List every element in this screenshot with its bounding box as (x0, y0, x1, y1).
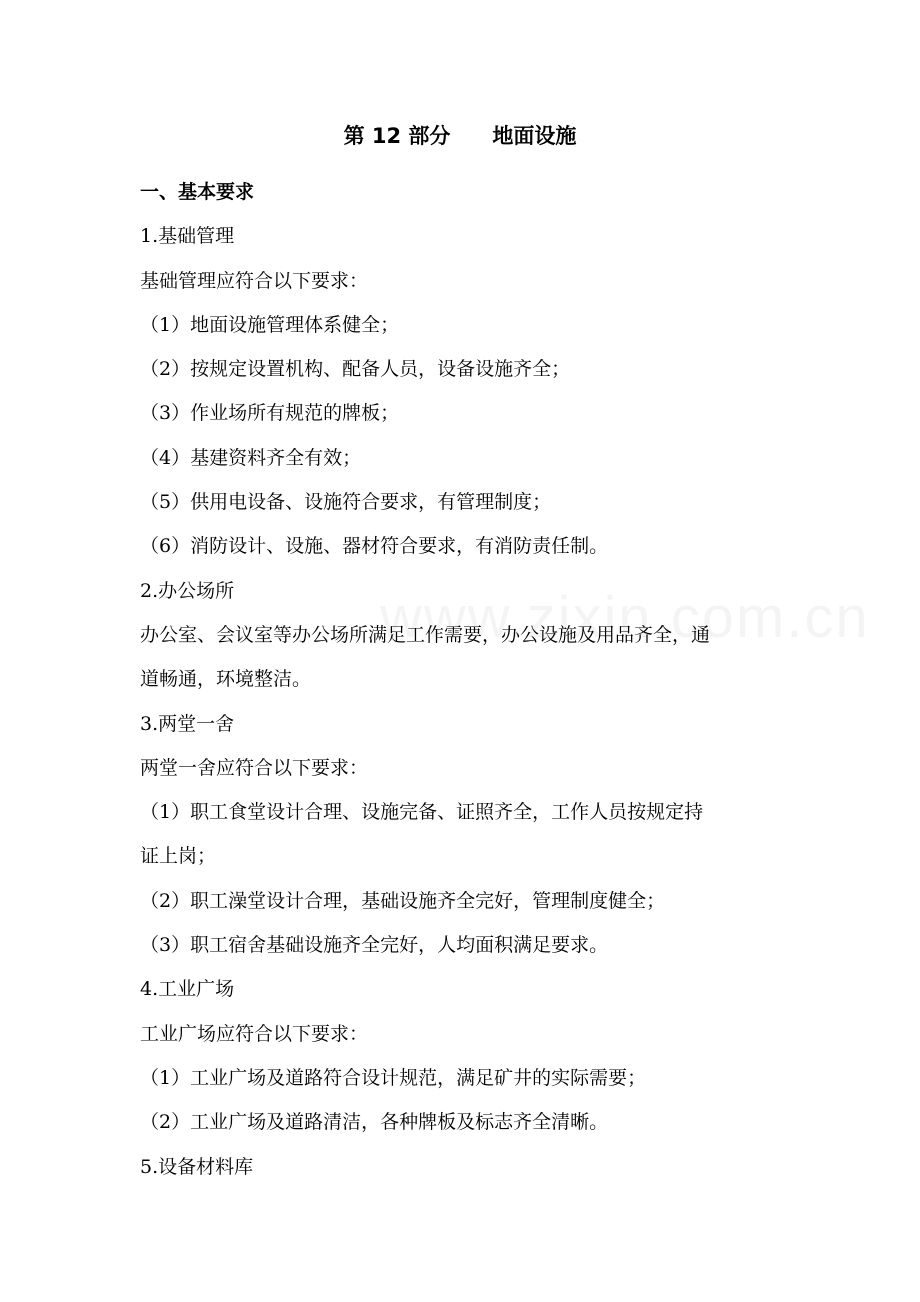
subsection-heading: 3.两堂一舍 (140, 712, 235, 735)
list-item: （4）基建资料齐全有效； (140, 446, 362, 469)
document-body (140, 170, 788, 1189)
page-title: 第 12 部分 地面设施 (343, 124, 577, 148)
subsection-heading: 4.工业广场 (140, 978, 235, 1001)
list-item: （3）职工宿舍基础设施齐全完好，人均面积满足要求。 (140, 934, 609, 957)
list-item: （6）消防设计、设施、器材符合要求，有消防责任制。 (140, 535, 609, 558)
subsection-heading: 5.设备材料库 (140, 1155, 254, 1178)
list-item: （5）供用电设备、设施符合要求，有管理制度； (140, 491, 552, 514)
list-item: （1）地面设施管理体系健全； (140, 313, 400, 336)
subsection-heading: 2.办公场所 (140, 579, 235, 602)
list-item: （1）工业广场及道路符合设计规范，满足矿井的实际需要； (140, 1066, 647, 1089)
list-item: 证上岗； (140, 845, 217, 868)
paragraph: 办公室、会议室等办公场所满足工作需要，办公设施及用品齐全，通 (140, 623, 711, 646)
paragraph: 两堂一舍应符合以下要求： (140, 756, 369, 779)
list-item: （3）作业场所有规范的牌板； (140, 402, 400, 425)
paragraph: 工业广场应符合以下要求： (140, 1022, 369, 1045)
list-item: （1）职工食堂设计合理、设施完备、证照齐全，工作人员按规定持 (140, 801, 704, 824)
paragraph: 道畅通，环境整洁。 (140, 668, 312, 691)
list-item: （2）工业广场及道路清洁，各种牌板及标志齐全清晰。 (140, 1111, 609, 1134)
section-heading: 一、基本要求 (140, 181, 255, 203)
list-item: （2）按规定设置机构、配备人员，设备设施齐全； (140, 358, 571, 381)
paragraph: 基础管理应符合以下要求： (140, 269, 369, 292)
subsection-heading: 1.基础管理 (140, 225, 235, 248)
list-item: （2）职工澡堂设计合理，基础设施齐全完好，管理制度健全； (140, 889, 666, 912)
